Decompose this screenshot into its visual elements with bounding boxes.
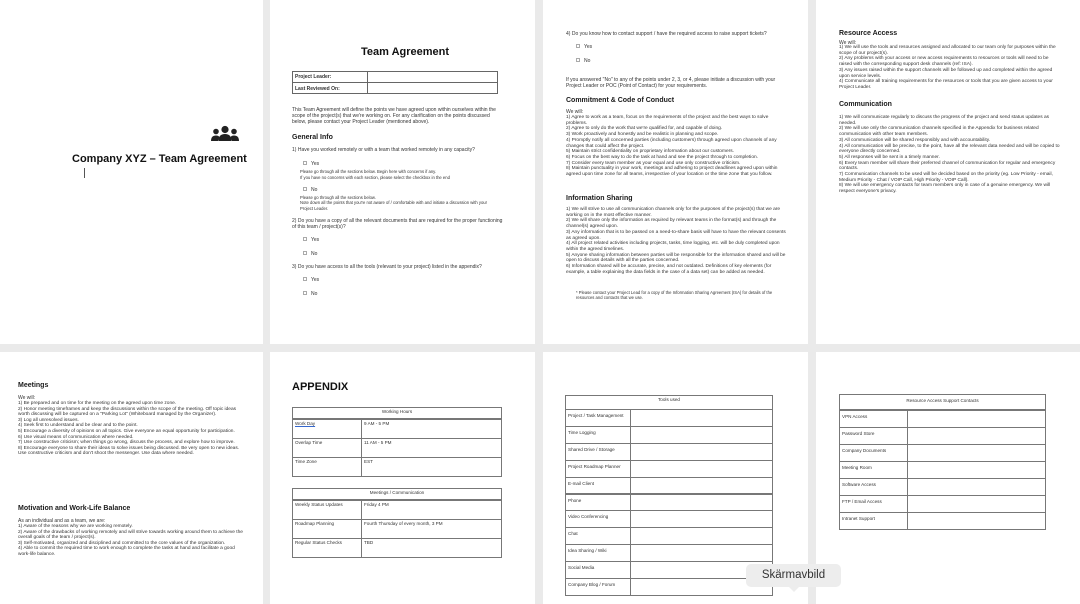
answer-note: If you answered "No" to any of the points under 2, 3, or 4, please initiate a discussion with your Project Leader or POC (Point of Contact) for your requirements. bbox=[566, 77, 776, 90]
tool-row-value bbox=[630, 510, 773, 528]
commit-we-will: We will: bbox=[566, 109, 584, 115]
support-row-value bbox=[907, 478, 1046, 496]
mc-value-cell: TBD bbox=[361, 538, 502, 558]
communication-item: 5) All responses will be sent in a timely manner. bbox=[839, 154, 940, 160]
communication-heading: Communication bbox=[839, 101, 892, 108]
mc-label-cell: Roadmap Planning bbox=[292, 519, 362, 539]
tool-row-value bbox=[630, 460, 773, 478]
q4-no-checkbox[interactable] bbox=[576, 58, 580, 62]
wh-label-cell: Time Zone bbox=[292, 457, 362, 477]
motivation-list bbox=[18, 524, 243, 558]
meeting-item: 7) Use constructive criticism; when things go wrong, discuss the process, and explore how to improve. bbox=[18, 440, 235, 446]
wh-value-cell: 11 AM - 5 PM bbox=[361, 438, 502, 458]
page-2-team-agreement[interactable] bbox=[270, 0, 535, 344]
resource-list bbox=[839, 45, 1061, 91]
company-title: Company XYZ – Team Agreement bbox=[72, 153, 247, 165]
tool-row-label: Chat bbox=[565, 527, 631, 545]
communication-item: 6) Every team member will share their preferred channel of communication for regular and emergency contacts. bbox=[839, 160, 1056, 172]
question-3: 3) Do you have access to all the tools (relevant to your project) listed in the appendix? bbox=[292, 264, 482, 270]
tool-row-label: Project Roadmap Planner bbox=[565, 460, 631, 478]
tool-row-label: E-mail Client bbox=[565, 477, 631, 495]
question-1: 1) Have you worked remotely or with a team that worked remotely in any capacity? bbox=[292, 147, 475, 153]
communication-item: 4) All communication will be precise, to the point, have all the relevant data needed and will be copied to everyone directly concerned. bbox=[839, 143, 1060, 155]
tool-row-value bbox=[630, 409, 773, 427]
q1-no-note-2: Note down all the points that you're not aware of / comfortable with and initiate a discussion with your Project Leader. bbox=[300, 200, 488, 211]
commit-item: 3) Work proactively and honestly and be realistic in planning and scope. bbox=[566, 132, 719, 138]
team-icon bbox=[211, 125, 239, 143]
project-leader-label: Project Leader: bbox=[295, 74, 332, 80]
commitment-list bbox=[566, 115, 788, 178]
page-4-resources[interactable] bbox=[816, 0, 1080, 344]
support-row-label: Password Store bbox=[839, 427, 908, 445]
q2-yes-label: Yes bbox=[311, 237, 320, 243]
general-info-heading: General Info bbox=[292, 134, 333, 141]
support-row-label: Company Documents bbox=[839, 444, 908, 462]
support-row-value bbox=[907, 444, 1046, 462]
motivation-item: 3) Self-motivated, organized and disciplined and committed to the core values of the organization. bbox=[18, 540, 226, 546]
resource-access-heading: Resource Access bbox=[839, 30, 898, 37]
page-title: Team Agreement bbox=[361, 46, 450, 58]
tool-row-value bbox=[630, 477, 773, 495]
meeting-item: 4) Seek first to understand and be clear and to the point. bbox=[18, 423, 138, 429]
meetings-we-will: We will: bbox=[18, 395, 36, 401]
communication-item: 3) All communication will be shared responsibly and with accountability. bbox=[839, 137, 991, 143]
info-item: 1) We will strive to use all communication channels only for the purposes of the project(s) that we are working on in the most effective manner. bbox=[566, 207, 781, 218]
mc-label-cell: Regular Status Checks bbox=[292, 538, 362, 558]
resource-we-will: We will: bbox=[839, 40, 857, 46]
meeting-item: 2) Honor meeting timeframes and keep the discussions within the scope of the meeting. Off topic ideas worth discussing will be captured on a "Parking Lot" (Whiteboard managed by the Organizer). bbox=[18, 406, 237, 418]
support-row-label: FTP / Email Access bbox=[839, 495, 908, 513]
commit-item: 6) Focus on the best way to do the task at hand and see the project through to completion. bbox=[566, 154, 758, 160]
working-hours-heading: Working Hours bbox=[292, 407, 502, 419]
info-sharing-heading: Information Sharing bbox=[566, 195, 633, 202]
meeting-item: 8) Encourage everyone to share their ideas to solve issues being discussed. Be very open to new ideas. Use constructive criticism and don't shoot the messenger. Use data where needed. bbox=[18, 445, 240, 457]
info-item: 4) All project related activities including projects, tasks, time logging, etc. will be duly completed upon within the agreed timelines. bbox=[566, 241, 780, 252]
mc-value-cell: Fourth Thursday of every month, 3 PM bbox=[361, 519, 502, 539]
motivation-intro: As an individual and as a team, we are: bbox=[18, 518, 106, 524]
wh-label-cell: Overlap Time bbox=[292, 438, 362, 458]
wh-value-cell: EST bbox=[361, 457, 502, 477]
q3-no-label: No bbox=[311, 291, 318, 297]
q1-no-note-1: Please go through all the sections below. bbox=[300, 195, 376, 200]
meeting-item: 6) Use visual means of communication where needed. bbox=[18, 434, 134, 440]
support-row-value bbox=[907, 427, 1046, 445]
meeting-item: 3) Log all unresolved issues. bbox=[18, 417, 79, 423]
q2-yes-checkbox[interactable] bbox=[303, 237, 307, 241]
commitment-heading: Commitment & Code of Conduct bbox=[566, 97, 675, 104]
q1-yes-note-1: Please go through all the sections below. Begin here with concerns if any. bbox=[300, 169, 437, 174]
q1-no-label: No bbox=[311, 187, 318, 193]
commit-item: 5) Maintain strict confidentiality on proprietary information about our customers. bbox=[566, 149, 734, 155]
info-item: 3) Any information that is to be passed on a need-to-share basis will have to have the relevant consents as agreed upon. bbox=[566, 229, 786, 241]
tool-row-value bbox=[630, 443, 773, 461]
mc-value-cell: Friday 4 PM bbox=[361, 500, 502, 520]
q4-yes-label: Yes bbox=[584, 44, 593, 50]
support-row-label: VPN Access bbox=[839, 410, 908, 428]
meetings-heading: Meetings bbox=[18, 382, 49, 389]
tool-row-value bbox=[630, 494, 773, 512]
page-1-cover[interactable] bbox=[0, 0, 263, 344]
support-row-label: Meeting Room bbox=[839, 461, 908, 479]
wh-label-cell: Work Day bbox=[292, 419, 362, 439]
q3-no-checkbox[interactable] bbox=[303, 291, 307, 295]
meetings-list bbox=[18, 401, 243, 457]
commit-item: 4) Promptly notify all concerned parties (including customers) through agreed upon channels of any changes that could affect the project. bbox=[566, 137, 777, 149]
commit-item: 7) Consider every team member as your equal and use only constructive criticism. bbox=[566, 160, 741, 166]
screenshot-tooltip: Skärmavbild bbox=[746, 564, 841, 587]
q1-yes-checkbox[interactable] bbox=[303, 161, 307, 165]
q2-no-checkbox[interactable] bbox=[303, 251, 307, 255]
support-row-label: Intranet Support bbox=[839, 512, 908, 530]
tool-row-value bbox=[630, 544, 773, 562]
tool-row-label: Company Blog / Forum bbox=[565, 578, 631, 596]
q3-yes-label: Yes bbox=[311, 277, 320, 283]
q3-yes-checkbox[interactable] bbox=[303, 277, 307, 281]
q2-no-label: No bbox=[311, 251, 318, 257]
support-row-value bbox=[907, 461, 1046, 479]
page-3-conduct[interactable] bbox=[543, 0, 808, 344]
tool-row-label: Social Media bbox=[565, 561, 631, 579]
info-sharing-list bbox=[566, 207, 788, 275]
motivation-heading: Motivation and Work-Life Balance bbox=[18, 505, 131, 512]
communication-item: 1) We will communicate regularly to discuss the progress of the project and send status updates as needed. bbox=[839, 115, 1050, 126]
q4-yes-checkbox[interactable] bbox=[576, 44, 580, 48]
tools-heading: Tools used bbox=[565, 395, 773, 409]
mc-label-cell: Weekly Status Updates bbox=[292, 500, 362, 520]
appendix-title: APPENDIX bbox=[292, 381, 349, 393]
question-4: 4) Do you know how to contact support / have the required access to raise support tickets? bbox=[566, 31, 767, 37]
q1-yes-label: Yes bbox=[311, 161, 320, 167]
info-sharing-note: * Please contact your Project Lead for a copy of the Information Sharing Agreement (ISA) for details of the resources and contacts that we use. bbox=[576, 290, 773, 301]
motivation-item: 2) Aware of the drawbacks of working remotely and will strive towards working around them to achieve the overall goals of the team / project(s). bbox=[18, 529, 243, 541]
tool-row-label: Project / Task Management bbox=[565, 409, 631, 427]
q4-no-label: No bbox=[584, 58, 591, 64]
support-row-value bbox=[907, 512, 1046, 530]
support-row-value bbox=[907, 495, 1046, 513]
commit-item: 8) Maintain punctuality in your work, meetings and adhering to project deadlines agreed upon within agreed upon time zone for all teams, irrespective of your location or the time zone that you follow. bbox=[566, 166, 778, 178]
motivation-item: 1) Aware of the reasons why we are working remotely. bbox=[18, 524, 133, 529]
communication-item: 8) We will use emergency contacts for team members only in case of a genuine emergency. We will respect everyone's privacy. bbox=[839, 183, 1051, 195]
tool-row-label: Idea Sharing / Wiki bbox=[565, 544, 631, 562]
q1-yes-note-2: If you have no concerns with each section, please select the checkbox in the end bbox=[300, 175, 450, 180]
support-row-value bbox=[907, 410, 1046, 428]
info-item: 5) Anyone sharing information between parties will be responsible for the information shared and will be open to discuss details with all the parties concerned. bbox=[566, 252, 786, 264]
text-cursor bbox=[84, 168, 85, 178]
resource-item: 1) We will use the tools and resources assigned and allocated to our team only for purposes within the scope of our project(s). bbox=[839, 45, 1056, 56]
meetings-communication-heading: Meetings / Communication bbox=[292, 488, 502, 500]
support-row-label: Software Access bbox=[839, 478, 908, 496]
tool-row-label: Shared Drive / Storage bbox=[565, 443, 631, 461]
info-item: 2) We will share only the information as required by relevant teams in the format(s) and through the channel(s) agreed upon. bbox=[566, 218, 777, 230]
communication-item: 2) We will use only the communication channels specified in the Appendix for business related communication with other team members. bbox=[839, 126, 1039, 138]
tool-row-label: Video Conferencing bbox=[565, 510, 631, 528]
communication-list bbox=[839, 115, 1061, 195]
resource-item: 3) Any issues raised within the support channels will be followed up and completed within the agreed upon service levels. bbox=[839, 67, 1053, 79]
q1-no-checkbox[interactable] bbox=[303, 187, 307, 191]
meeting-item: 5) Encourage a diversity of opinions on all topics. Give everyone an equal opportunity for participation. bbox=[18, 428, 235, 434]
resource-item: 2) Any problems with your access or new access requirements to resources or tools will need to be raised with the corresponding support desk channels (ref: ISA). bbox=[839, 56, 1049, 68]
info-item: 6) Information shared will be accurate, precise, and not outdated. Definitions of key elements (for example, a table explaining the data fields in the case of a data set) can be added as needed. bbox=[566, 264, 772, 275]
page-6-appendix[interactable] bbox=[270, 352, 535, 604]
support-contacts-heading: Resource Access Support Contacts bbox=[839, 394, 1046, 410]
question-2: 2) Do you have a copy of all the relevant documents that are required for the proper functioning of this team / project(s)? bbox=[292, 218, 503, 231]
intro-text: This Team Agreement will define the points we have agreed upon within ourselves within the scope of the project(s) that we're working on. For any clarification on the points discussed below, please contact your Project Leader (mentioned above). bbox=[292, 107, 496, 126]
motivation-item: 4) Able to commit the required time to work enough to complete the tasks at hand and facilitate a good work-life balance. bbox=[18, 546, 235, 557]
tool-row-value bbox=[630, 527, 773, 545]
page-8-support-contacts[interactable] bbox=[816, 352, 1080, 604]
meeting-item: 1) Be prepared and on time for the meeting on the agreed upon time zone. bbox=[18, 401, 177, 406]
tool-row-label: Time Logging bbox=[565, 426, 631, 444]
tool-row-value bbox=[630, 426, 773, 444]
resource-item: 4) Communicate all training requirements for the resources or tools that you are given access to your Project Leader. bbox=[839, 79, 1053, 90]
wh-value-cell: 9 AM - 5 PM bbox=[361, 419, 502, 439]
tool-row-label: Phone bbox=[565, 494, 631, 512]
page-5-meetings[interactable] bbox=[0, 352, 263, 604]
communication-item: 7) Communication channels to be used will be decided based on the priority (eg. Low Priority - email, Medium Priority - Chat / VOIP Call, High Priority - VOIP Call). bbox=[839, 172, 1053, 183]
last-reviewed-label: Last Reviewed On: bbox=[295, 86, 340, 92]
commit-item: 2) Agree to only do the work that we're qualified for, and capable of doing. bbox=[566, 126, 723, 132]
commit-item: 1) Agree to work as a team, focus on the requirements of the project and the best ways to solve problems. bbox=[566, 115, 769, 126]
